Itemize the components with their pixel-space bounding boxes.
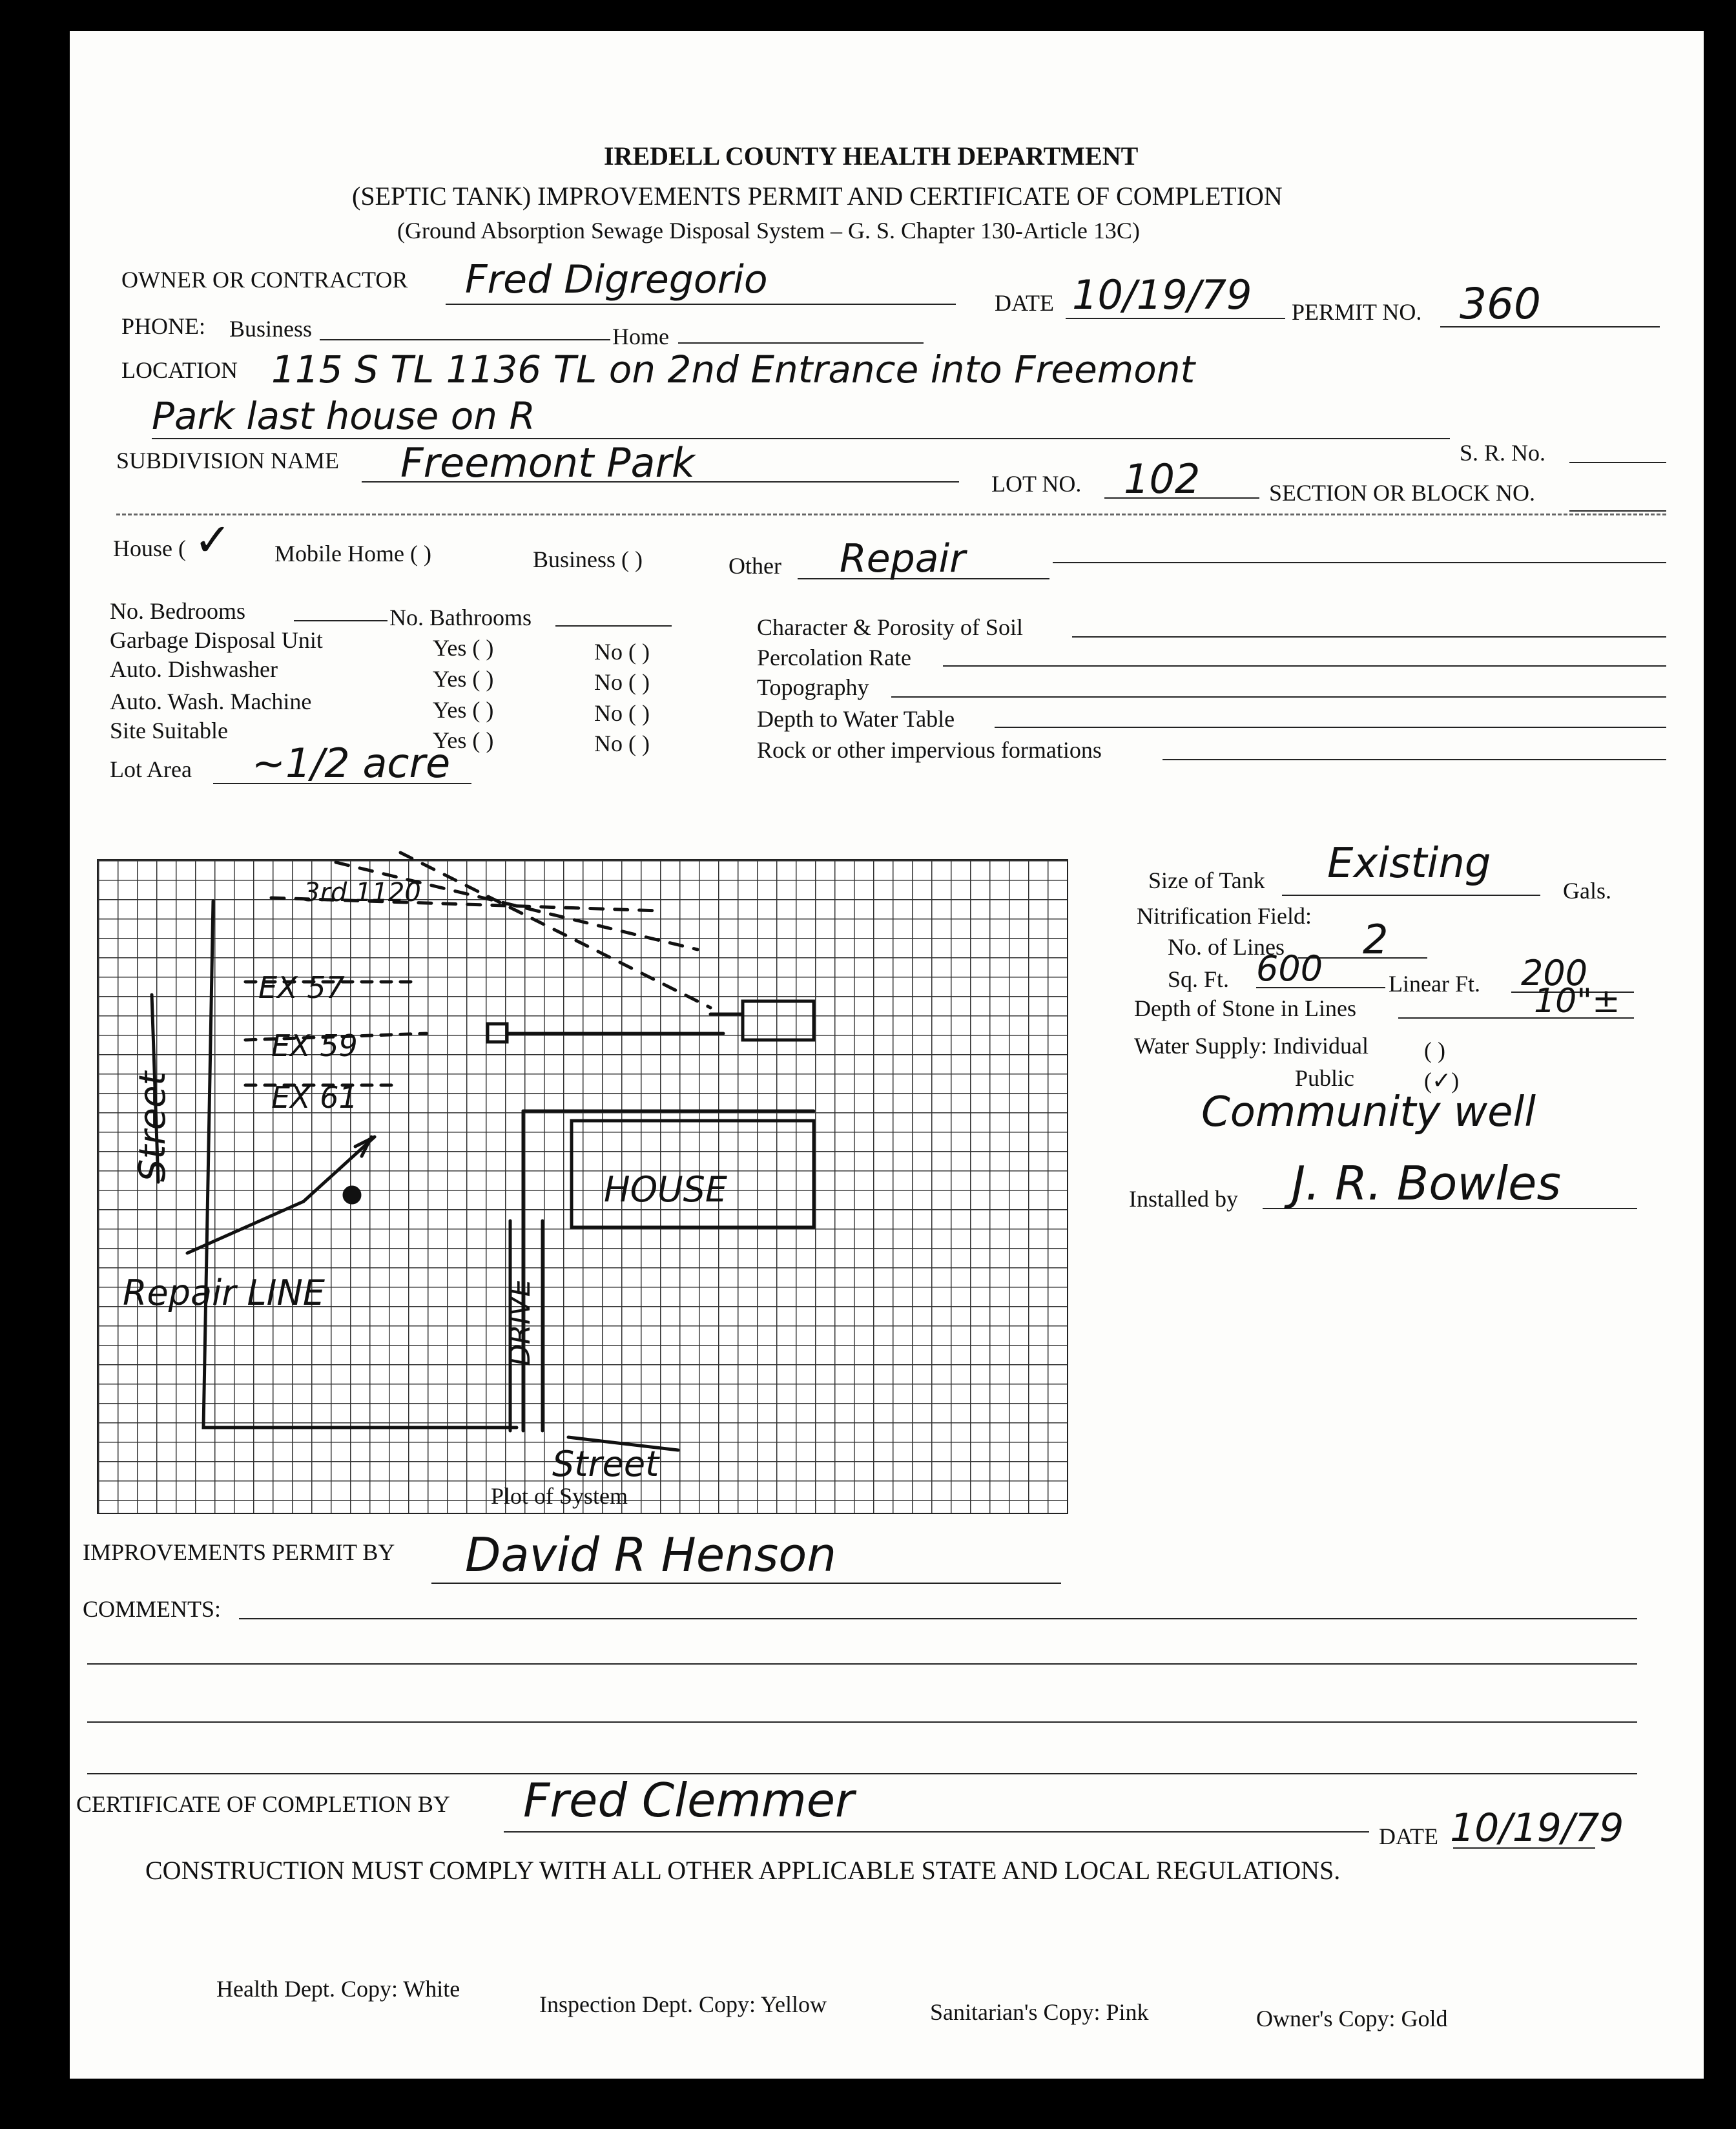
house-check: ✓ [194, 514, 232, 566]
comments-label: COMMENTS: [83, 1596, 222, 1622]
other-label: Other [728, 553, 781, 579]
lot-no-label: LOT NO. [991, 471, 1082, 497]
soil-character-label: Character & Porosity of Soil [757, 614, 1023, 640]
bedrooms-label: No. Bedrooms [110, 598, 245, 624]
tank-size-label: Size of Tank [1148, 867, 1265, 893]
gals-label: Gals. [1563, 878, 1611, 904]
form-title: (SEPTIC TANK) IMPROVEMENTS PERMIT AND CERTIFICATE OF COMPLETION [352, 182, 1283, 211]
lines-value: 2 [1363, 916, 1389, 963]
location-line1: 115 S TL 1136 TL on 2nd Entrance into Freemont [271, 348, 1195, 391]
stone-label: Depth of Stone in Lines [1134, 995, 1356, 1021]
sketch-top-label: 3rd 1120 [304, 878, 421, 908]
bathrooms-label: No. Bathrooms [389, 605, 532, 630]
site-no[interactable]: No ( ) [594, 731, 650, 756]
sr-no-label: S. R. No. [1460, 440, 1546, 466]
public-label: Public [1295, 1065, 1355, 1091]
percolation-label: Percolation Rate [757, 645, 911, 670]
garbage-label: Garbage Disposal Unit [110, 627, 323, 653]
date-label: DATE [995, 290, 1054, 316]
tank-box [488, 1024, 507, 1042]
cert-date-value: 10/19/79 [1450, 1805, 1624, 1851]
community-well: Community well [1201, 1088, 1536, 1136]
plot-caption: Plot of System [491, 1483, 628, 1509]
garbage-no[interactable]: No ( ) [594, 639, 650, 665]
owner-label: OWNER OR CONTRACTOR [121, 267, 408, 293]
regulations-notice: CONSTRUCTION MUST COMPLY WITH ALL OTHER APPLICABLE STATE AND LOCAL REGULATIONS. [145, 1856, 1341, 1885]
stone-value: 10"± [1534, 982, 1620, 1021]
lot-area-value: ~1/2 acre [252, 740, 451, 787]
comments-line-4 [87, 1773, 1637, 1774]
business-type-label: Business ( ) [533, 546, 643, 572]
certificate-line [504, 1831, 1369, 1833]
owner-value: Fred Digregorio [465, 257, 768, 302]
permit-no-value: 360 [1460, 279, 1541, 329]
phone-home-label: Home [612, 324, 669, 349]
sqft-value: 600 [1256, 948, 1323, 989]
tank-size-value: Existing [1327, 840, 1491, 888]
installed-value: J. R. Bowles [1292, 1156, 1561, 1210]
sketch-street-left: Street [132, 1071, 174, 1182]
comments-line-3 [87, 1721, 1637, 1723]
nitrification-label: Nitrification Field: [1137, 903, 1312, 929]
site-suitable-label: Site Suitable [110, 718, 228, 743]
department-heading: IREDELL COUNTY HEALTH DEPARTMENT [604, 141, 1139, 171]
sketch-house: HOUSE [604, 1169, 728, 1210]
location-line2: Park last house on R [152, 394, 535, 438]
certificate-label: CERTIFICATE OF COMPLETION BY [76, 1791, 450, 1817]
comments-line-2 [87, 1663, 1637, 1665]
dishwasher-yes[interactable]: Yes ( ) [433, 666, 494, 692]
water-individual-check[interactable]: ( ) [1424, 1037, 1445, 1063]
water-table-label: Depth to Water Table [757, 706, 955, 732]
lines-label: No. of Lines [1168, 934, 1285, 960]
sketch-repair-line: Repair LINE [123, 1272, 326, 1313]
linear-label: Linear Ft. [1389, 971, 1480, 997]
permit-by-value: David R Henson [465, 1528, 836, 1582]
sketch-drive: DRIVE [504, 1278, 537, 1366]
washer-label: Auto. Wash. Machine [110, 689, 312, 714]
subdivision-value: Freemont Park [400, 439, 695, 486]
public-check[interactable]: (✓) [1424, 1068, 1460, 1094]
form-subtitle: (Ground Absorption Sewage Disposal System – G. S. Chapter 130-Article 13C) [397, 218, 1140, 244]
mobile-home-label: Mobile Home ( ) [274, 541, 431, 566]
location-label: LOCATION [121, 357, 238, 383]
house-label: House ( [113, 535, 186, 561]
cert-date-label: DATE [1379, 1823, 1438, 1849]
dishwasher-no[interactable]: No ( ) [594, 669, 650, 695]
copy-sanitarian: Sanitarian's Copy: Pink [930, 1999, 1149, 2025]
sketch-ex2: EX 59 [271, 1028, 358, 1063]
subdivision-label: SUBDIVISION NAME [116, 448, 340, 473]
lot-no-value: 102 [1124, 455, 1201, 503]
section-label: SECTION OR BLOCK NO. [1269, 480, 1536, 506]
copy-inspection: Inspection Dept. Copy: Yellow [539, 1991, 827, 2017]
site-yes[interactable]: Yes ( ) [433, 727, 494, 753]
water-supply-label: Water Supply: Individual [1134, 1033, 1369, 1059]
rock-label: Rock or other impervious formations [757, 737, 1102, 763]
washer-yes[interactable]: Yes ( ) [433, 697, 494, 723]
permit-no-label: PERMIT NO. [1292, 299, 1422, 325]
existing-tank [743, 1001, 814, 1040]
phone-label: PHONE: [121, 313, 206, 339]
phone-business-label: Business [229, 316, 313, 342]
dishwasher-label: Auto. Dishwasher [110, 656, 278, 682]
lot-area-label: Lot Area [110, 756, 192, 782]
topography-label: Topography [757, 674, 869, 700]
sketch-street-bottom: Street [552, 1444, 659, 1484]
washer-no[interactable]: No ( ) [594, 700, 650, 726]
comments-line-1 [239, 1618, 1637, 1619]
copy-health: Health Dept. Copy: White [216, 1976, 460, 2002]
other-value: Repair [840, 536, 966, 581]
permit-by-line [431, 1583, 1061, 1584]
copy-owner: Owner's Copy: Gold [1256, 2006, 1448, 2031]
tank-size-line [1282, 895, 1540, 896]
sketch-ex1: EX 57 [258, 970, 345, 1005]
linear-value: 200 [1521, 953, 1588, 993]
date-value: 10/19/79 [1072, 271, 1252, 318]
certificate-value: Fred Clemmer [523, 1773, 854, 1827]
installed-label: Installed by [1129, 1186, 1238, 1212]
sketch-ex3: EX 61 [271, 1080, 358, 1115]
sqft-label: Sq. Ft. [1168, 966, 1230, 992]
street-boundary-line [203, 901, 517, 1428]
garbage-yes[interactable]: Yes ( ) [433, 635, 494, 661]
permit-by-label: IMPROVEMENTS PERMIT BY [83, 1539, 395, 1565]
